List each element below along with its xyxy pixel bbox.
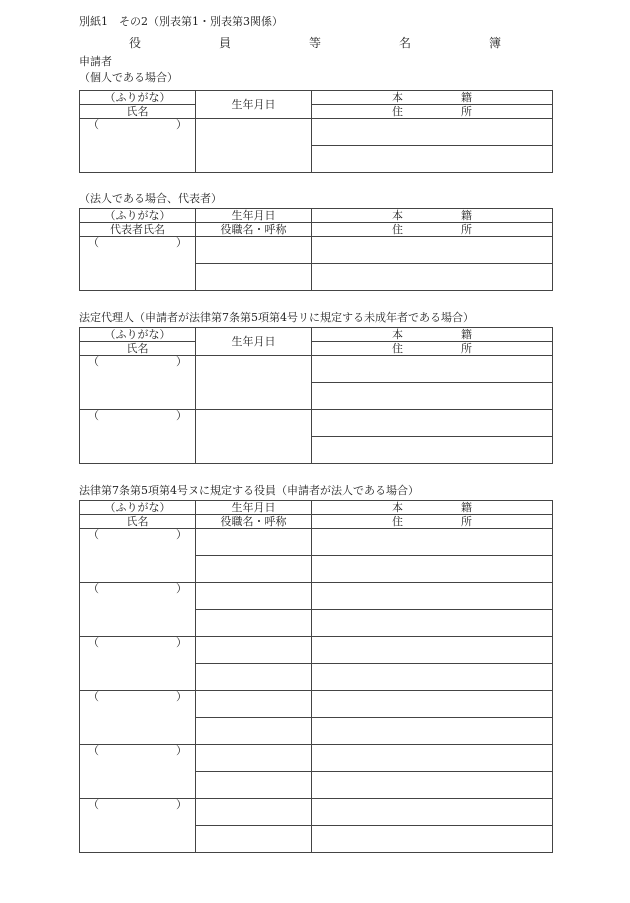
address-input-cell[interactable] bbox=[312, 556, 553, 583]
furigana-header: （ふりがな） bbox=[80, 209, 196, 223]
birthdate-input-cell[interactable] bbox=[196, 745, 312, 772]
birthdate-input-cell[interactable] bbox=[196, 237, 312, 264]
position-input-cell[interactable] bbox=[196, 610, 312, 637]
honseki-input-cell[interactable] bbox=[312, 583, 553, 610]
address-input-cell[interactable] bbox=[312, 718, 553, 745]
col2-header bbox=[196, 209, 312, 223]
honseki-input-cell[interactable] bbox=[312, 119, 553, 146]
honseki-header bbox=[312, 501, 553, 515]
jusho-char: 住 bbox=[392, 514, 403, 528]
honseki-input-cell[interactable] bbox=[312, 529, 553, 556]
name-input-cell[interactable] bbox=[80, 237, 196, 291]
jusho-char: 住 bbox=[392, 104, 403, 118]
honseki-char: 本 bbox=[392, 327, 403, 341]
col2-header bbox=[196, 91, 312, 119]
birthdate-input-cell[interactable] bbox=[196, 799, 312, 826]
jusho-char: 住 bbox=[392, 341, 403, 355]
honseki-input-cell[interactable] bbox=[312, 410, 553, 437]
name-input-cell[interactable] bbox=[80, 745, 196, 799]
honseki-input-cell[interactable] bbox=[312, 637, 553, 664]
entry-row bbox=[80, 410, 553, 437]
col2-label: 生年月日 bbox=[231, 208, 276, 222]
position-input-cell[interactable] bbox=[196, 826, 312, 853]
name-input-cell[interactable] bbox=[80, 529, 196, 583]
paren-close: ） bbox=[176, 409, 187, 422]
entry-row bbox=[80, 745, 553, 772]
furigana-header: （ふりがな） bbox=[80, 501, 196, 515]
birthdate-input-cell[interactable] bbox=[196, 691, 312, 718]
paren-open: （ bbox=[88, 409, 99, 422]
paren-open: （ bbox=[88, 798, 99, 811]
name-input-cell[interactable] bbox=[80, 799, 196, 853]
position-input-cell[interactable] bbox=[196, 772, 312, 799]
paren-open: （ bbox=[88, 236, 99, 249]
header-row bbox=[80, 342, 553, 356]
jusho-char: 住 bbox=[392, 222, 403, 236]
position-input-cell[interactable] bbox=[196, 264, 312, 291]
paren-open: （ bbox=[88, 582, 99, 595]
name-header: 氏名 bbox=[80, 342, 196, 356]
jusho-header bbox=[312, 223, 553, 237]
title-char: 員 bbox=[218, 36, 231, 50]
name-input-cell[interactable] bbox=[80, 637, 196, 691]
honseki-header bbox=[312, 328, 553, 342]
position-header: 役職名・呼称 bbox=[196, 223, 312, 237]
honseki-input-cell[interactable] bbox=[312, 691, 553, 718]
form-reference: 別紙1 その2（別表第1・別表第3関係） bbox=[79, 15, 283, 28]
position-input-cell[interactable] bbox=[196, 556, 312, 583]
entry-row bbox=[80, 583, 553, 610]
paren-close: ） bbox=[176, 528, 187, 541]
name-header: 代表者氏名 bbox=[80, 223, 196, 237]
name-input-cell[interactable] bbox=[80, 410, 196, 464]
col2-label: 生年月日 bbox=[231, 97, 276, 111]
name-header: 氏名 bbox=[80, 515, 196, 529]
honseki-char: 本 bbox=[392, 208, 403, 222]
roster-table-4 bbox=[79, 500, 553, 853]
honseki-input-cell[interactable] bbox=[312, 237, 553, 264]
address-input-cell[interactable] bbox=[312, 610, 553, 637]
honseki-char: 籍 bbox=[461, 90, 472, 104]
paren-close: ） bbox=[176, 744, 187, 757]
title-char: 等 bbox=[308, 36, 321, 50]
paren-close: ） bbox=[176, 118, 187, 131]
header-row bbox=[80, 209, 553, 223]
honseki-header bbox=[312, 91, 553, 105]
honseki-header bbox=[312, 209, 553, 223]
roster-table-2 bbox=[79, 208, 553, 291]
entry-row bbox=[80, 237, 553, 264]
address-input-cell[interactable] bbox=[312, 146, 553, 173]
entry-row bbox=[80, 356, 553, 383]
paren-open: （ bbox=[88, 528, 99, 541]
honseki-input-cell[interactable] bbox=[312, 745, 553, 772]
honseki-char: 籍 bbox=[461, 208, 472, 222]
section-heading: 法律第7条第5項第4号ヌに規定する役員（申請者が法人である場合） bbox=[79, 484, 419, 497]
paren-close: ） bbox=[176, 355, 187, 368]
birthdate-input-cell[interactable] bbox=[196, 410, 312, 464]
paren-close: ） bbox=[176, 236, 187, 249]
title-char: 名 bbox=[399, 36, 412, 50]
paren-open: （ bbox=[88, 690, 99, 703]
col2-label: 生年月日 bbox=[231, 500, 276, 514]
title-char: 簿 bbox=[489, 36, 502, 50]
honseki-char: 籍 bbox=[461, 500, 472, 514]
birthdate-input-cell[interactable] bbox=[196, 529, 312, 556]
address-input-cell[interactable] bbox=[312, 264, 553, 291]
birthdate-input-cell[interactable] bbox=[196, 583, 312, 610]
entry-row bbox=[80, 799, 553, 826]
roster-table-3 bbox=[79, 327, 553, 464]
paren-close: ） bbox=[176, 798, 187, 811]
header-row bbox=[80, 501, 553, 515]
birthdate-input-cell[interactable] bbox=[196, 637, 312, 664]
page-title bbox=[0, 36, 630, 50]
honseki-char: 本 bbox=[392, 500, 403, 514]
birthdate-input-cell[interactable] bbox=[196, 356, 312, 410]
header-row bbox=[80, 223, 553, 237]
col2-header bbox=[196, 501, 312, 515]
section-heading: 法定代理人（申請者が法律第7条第5項第4号リに規定する未成年者である場合） bbox=[79, 311, 474, 324]
col2-label: 生年月日 bbox=[231, 334, 276, 348]
name-input-cell[interactable] bbox=[80, 583, 196, 637]
honseki-input-cell[interactable] bbox=[312, 799, 553, 826]
header-row bbox=[80, 91, 553, 105]
title-char: 役 bbox=[128, 36, 141, 50]
entry-row bbox=[80, 637, 553, 664]
position-input-cell[interactable] bbox=[196, 664, 312, 691]
address-input-cell[interactable] bbox=[312, 383, 553, 410]
paren-close: ） bbox=[176, 690, 187, 703]
header-row bbox=[80, 515, 553, 529]
name-input-cell[interactable] bbox=[80, 691, 196, 745]
roster-table-1 bbox=[79, 90, 553, 173]
jusho-header bbox=[312, 105, 553, 119]
name-input-cell[interactable] bbox=[80, 356, 196, 410]
furigana-header: （ふりがな） bbox=[80, 91, 196, 105]
jusho-char: 所 bbox=[461, 104, 472, 118]
paren-open: （ bbox=[88, 355, 99, 368]
entry-row bbox=[80, 691, 553, 718]
entry-row bbox=[80, 529, 553, 556]
applicant-label: 申請者 bbox=[79, 55, 112, 68]
section-heading: （法人である場合、代表者） bbox=[79, 192, 222, 205]
position-input-cell[interactable] bbox=[196, 718, 312, 745]
header-row bbox=[80, 328, 553, 342]
jusho-char: 所 bbox=[461, 514, 472, 528]
name-header: 氏名 bbox=[80, 105, 196, 119]
jusho-header bbox=[312, 342, 553, 356]
jusho-char: 所 bbox=[461, 341, 472, 355]
entry-row bbox=[80, 119, 553, 146]
header-row bbox=[80, 105, 553, 119]
address-input-cell[interactable] bbox=[312, 437, 553, 464]
address-input-cell[interactable] bbox=[312, 826, 553, 853]
paren-close: ） bbox=[176, 582, 187, 595]
name-input-cell[interactable] bbox=[80, 119, 196, 173]
honseki-input-cell[interactable] bbox=[312, 356, 553, 383]
address-input-cell[interactable] bbox=[312, 664, 553, 691]
section-heading: （個人である場合） bbox=[79, 71, 178, 84]
position-header: 役職名・呼称 bbox=[196, 515, 312, 529]
jusho-header bbox=[312, 515, 553, 529]
paren-open: （ bbox=[88, 118, 99, 131]
address-input-cell[interactable] bbox=[312, 772, 553, 799]
col2-header bbox=[196, 328, 312, 356]
jusho-char: 所 bbox=[461, 222, 472, 236]
honseki-char: 本 bbox=[392, 90, 403, 104]
paren-close: ） bbox=[176, 636, 187, 649]
paren-open: （ bbox=[88, 744, 99, 757]
paren-open: （ bbox=[88, 636, 99, 649]
furigana-header: （ふりがな） bbox=[80, 328, 196, 342]
birthdate-input-cell[interactable] bbox=[196, 119, 312, 173]
honseki-char: 籍 bbox=[461, 327, 472, 341]
